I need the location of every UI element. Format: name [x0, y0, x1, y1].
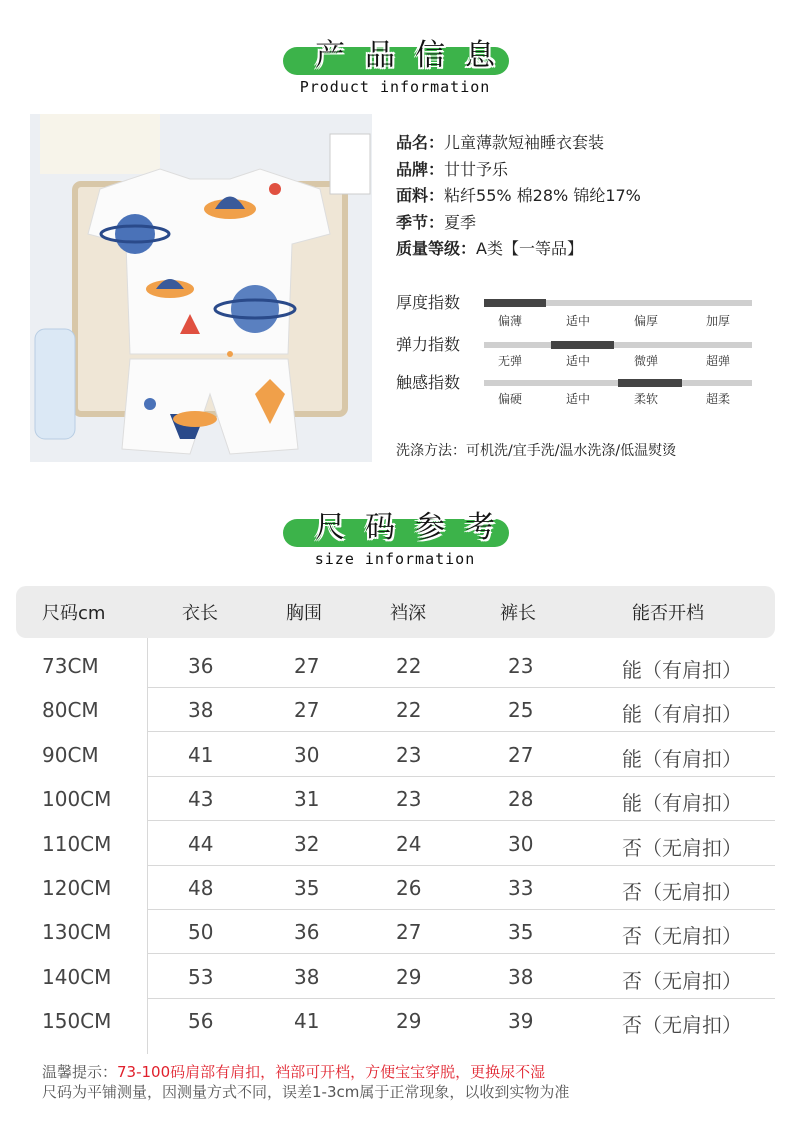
info-key: 季节：: [396, 212, 445, 232]
meter-indicator: [484, 299, 546, 307]
table-cell: 35: [508, 920, 534, 945]
table-cell: 能（有肩扣）: [622, 658, 742, 682]
size-info-title: 尺码参考: [315, 510, 515, 545]
info-value: A类【一等品】: [476, 239, 583, 259]
info-value: 儿童薄款短袖睡衣套装: [444, 133, 605, 152]
table-cell: 否（无肩扣）: [622, 880, 742, 904]
header-crotch: 裆深: [390, 603, 426, 624]
table-cell: 36: [188, 654, 214, 678]
meter-track: [484, 342, 752, 348]
table-cell: 能（有肩扣）: [622, 702, 742, 727]
table-cell: 35: [294, 876, 320, 900]
cell-size: 90CM: [42, 742, 99, 767]
table-cell: 23: [508, 654, 534, 678]
tip-highlight: 73-100码肩部有肩扣，裆部可开档，方便宝宝穿脱，更换尿不湿: [117, 1063, 546, 1081]
table-cell: 否（无肩扣）: [622, 968, 742, 993]
table-cell: 否（无肩扣）: [622, 835, 742, 860]
meter-indicator: [551, 341, 614, 349]
info-key: 质量等级：: [396, 239, 477, 259]
table-row: [16, 955, 775, 999]
meter-elasticity: [396, 332, 756, 372]
table-cell: 27: [396, 920, 422, 945]
table-cell: 27: [294, 698, 320, 723]
size-info-subtitle: size information: [314, 550, 476, 568]
table-cell: 48: [188, 876, 214, 900]
meter-option: 偏薄: [497, 314, 522, 328]
info-key: 品名：: [396, 133, 445, 152]
table-cell: 能（有肩扣）: [622, 746, 742, 771]
product-info-list: [396, 130, 641, 263]
meter-option: 适中: [565, 354, 590, 368]
info-row-brand: [396, 157, 641, 184]
table-cell: 29: [396, 964, 422, 989]
meter-option: 适中: [565, 392, 590, 406]
table-cell: 否（无肩扣）: [622, 1013, 742, 1038]
table-cell: 22: [396, 698, 422, 723]
table-cell: 38: [294, 964, 320, 989]
meter-label: 触感指数: [396, 373, 461, 392]
info-row-grade: [396, 236, 641, 263]
meter-track: [484, 380, 752, 386]
meter-option: 偏厚: [633, 314, 658, 328]
table-row: [16, 733, 775, 777]
table-cell: 否（无肩扣）: [622, 924, 742, 949]
header-open-crotch: 能否开档: [632, 603, 704, 624]
table-header: [16, 586, 775, 638]
info-value: 粘纤55% 棉28% 锦纶17%: [444, 186, 641, 206]
product-info-header: [0, 24, 790, 94]
header-pants-length: 裤长: [500, 603, 536, 624]
table-row: [16, 866, 775, 910]
table-cell: 50: [188, 920, 214, 945]
table-cell: 38: [508, 964, 534, 989]
table-row: [16, 822, 775, 866]
info-key: 面料：: [396, 186, 445, 206]
size-info-header: [0, 496, 790, 566]
table-cell: 24: [396, 831, 422, 856]
cell-size: 73CM: [42, 654, 99, 678]
table-cell: 23: [396, 787, 422, 812]
info-value: 夏季: [444, 212, 477, 232]
header-length: 衣长: [182, 603, 218, 624]
table-cell: 27: [294, 654, 320, 678]
cell-size: 150CM: [42, 1009, 112, 1034]
header-size: 尺码cm: [42, 603, 106, 624]
meter-option: 超柔: [705, 392, 730, 406]
wash-instructions: 洗涤方法：可机洗/宜手洗/温水洗涤/低温熨烫: [396, 443, 677, 459]
table-cell: 31: [294, 787, 320, 812]
meter-option: 柔软: [633, 392, 658, 406]
table-row: [16, 999, 775, 1043]
cell-size: 120CM: [42, 876, 112, 900]
meter-option: 偏硬: [497, 392, 522, 406]
table-cell: 28: [508, 787, 534, 812]
info-row-season: [396, 210, 641, 237]
meter-option: 无弹: [497, 354, 522, 368]
cell-size: 80CM: [42, 698, 99, 723]
table-cell: 39: [508, 1009, 534, 1034]
table-row: [16, 910, 775, 954]
table-cell: 能（有肩扣）: [622, 791, 742, 816]
meter-touch: [396, 370, 756, 410]
table-cell: 53: [188, 964, 214, 989]
info-row-name: [396, 130, 641, 157]
product-info-subtitle: Product information: [299, 78, 491, 96]
table-cell: 26: [396, 876, 422, 900]
table-row: [16, 688, 775, 732]
table-cell: 30: [294, 742, 320, 767]
meter-indicator: [618, 379, 682, 387]
meter-thickness: [396, 290, 756, 330]
cell-size: 130CM: [42, 920, 112, 945]
info-value: 廿廿予乐: [444, 159, 509, 179]
table-cell: 36: [294, 920, 320, 945]
table-cell: 33: [508, 876, 534, 900]
table-cell: 29: [396, 1009, 422, 1034]
table-cell: 43: [188, 787, 214, 812]
table-cell: 27: [508, 742, 534, 767]
cell-size: 100CM: [42, 787, 112, 812]
table-cell: 23: [396, 742, 422, 767]
product-photo: [30, 114, 372, 462]
tip-prefix: 温馨提示：: [42, 1063, 118, 1081]
header-chest: 胸围: [286, 603, 322, 624]
cell-size: 140CM: [42, 964, 112, 989]
cell-size: 110CM: [42, 831, 112, 856]
table-cell: 41: [188, 742, 214, 767]
meter-track: [484, 300, 752, 306]
info-key: 品牌：: [396, 159, 445, 179]
meter-label: 厚度指数: [396, 293, 461, 312]
meter-option: 加厚: [705, 314, 730, 328]
meter-option: 微弹: [633, 354, 658, 368]
table-cell: 44: [188, 831, 214, 856]
table-row: [16, 644, 775, 688]
meter-option: 适中: [565, 314, 590, 328]
table-cell: 32: [294, 831, 320, 856]
table-cell: 56: [188, 1009, 214, 1034]
table-cell: 25: [508, 698, 534, 723]
table-cell: 30: [508, 831, 534, 856]
table-cell: 22: [396, 654, 422, 678]
tip-line-2: 尺码为平铺测量，因测量方式不同，误差1-3cm属于正常现象，以收到实物为准: [42, 1083, 570, 1101]
table-cell: 38: [188, 698, 214, 723]
table-cell: 41: [294, 1009, 320, 1034]
tip-line-1: [42, 1061, 545, 1082]
meter-label: 弹力指数: [396, 335, 461, 354]
meter-option: 超弹: [705, 354, 730, 368]
table-row: [16, 777, 775, 821]
info-row-fabric: [396, 183, 641, 210]
product-info-title: 产品信息: [315, 38, 515, 73]
